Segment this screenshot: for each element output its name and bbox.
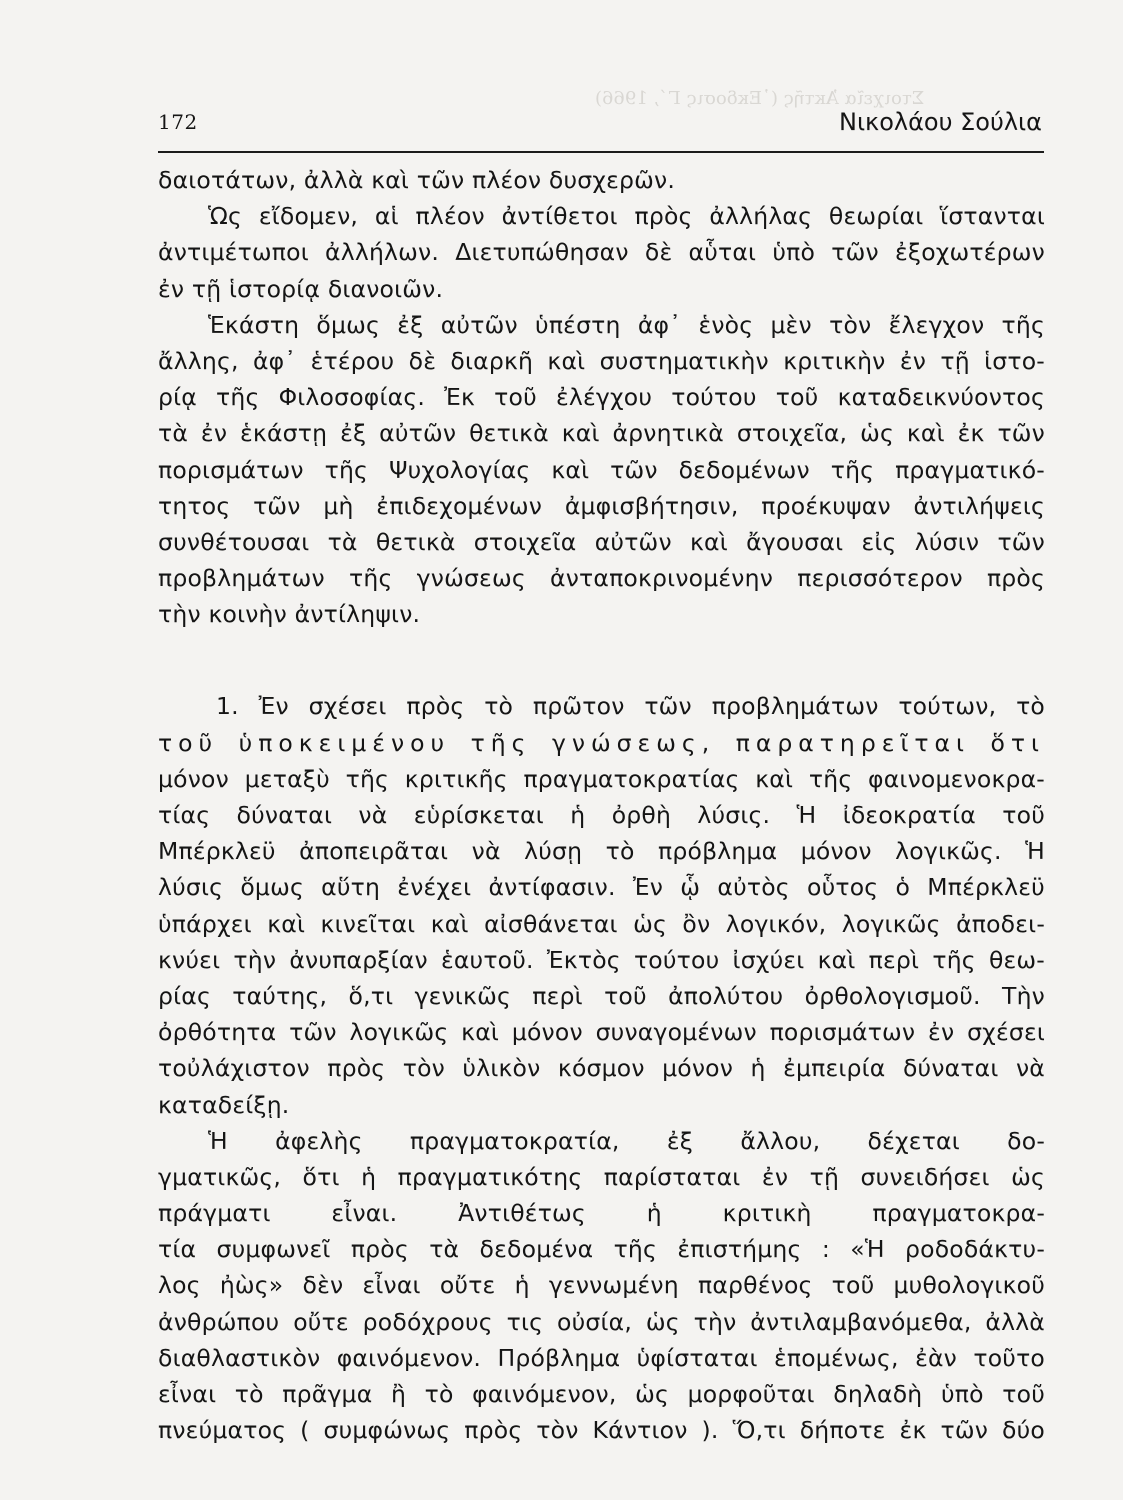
text-line: προβλημάτων τῆς γνώσεως ἀνταποκρινομένην περισσότερον πρὸς (158, 564, 1045, 593)
text-line: τὴν κοινὴν ἀντίληψιν. (158, 600, 421, 629)
text-line: τὰ ἐν ἑκάστῃ ἐξ αὐτῶν θετικὰ καὶ ἀρνητικὰ στοιχεῖα, ὡς καὶ ἐκ τῶν (158, 419, 1045, 448)
text-line: μόνον μεταξὺ τῆς κριτικῆς πραγματοκρατίας καὶ τῆς φαινομενοκρα- (158, 764, 1045, 793)
text-line: πορισμάτων τῆς Ψυχολογίας καὶ τῶν δεδομένων τῆς πραγματικό- (158, 455, 1045, 484)
text-line: ὑπάρχει καὶ κινεῖται καὶ αἰσθάνεται ὡς ὂν λογικόν, λογικῶς ἀποδει- (158, 909, 1045, 938)
text-line: γματικῶς, ὅτι ἡ πραγματικότης παρίσταται ἐν τῇ συνειδήσει ὡς (158, 1162, 1045, 1191)
header-rule (158, 151, 1044, 153)
text-line: ρίας ταύτης, ὅ,τι γενικῶς περὶ τοῦ ἀπολύτου ὀρθολογισμοῦ. Τὴν (158, 981, 1045, 1010)
text-line: Μπέρκλεϋ ἀποπειρᾶται νὰ λύσῃ τὸ πρόβλημα μόνον λογικῶς. Ἡ (158, 837, 1045, 866)
text-line: κνύει τὴν ἀνυπαρξίαν ἑαυτοῦ. Ἐκτὸς τούτου ἰσχύει καὶ περὶ τῆς θεω- (158, 945, 1045, 974)
text-line: ἐν τῇ ἱστορίᾳ διανοιῶν. (158, 274, 444, 303)
text-line: πνεύματος ( συμφώνως πρὸς τὸν Κάντιον ). Ὅ,τι δήποτε ἐκ τῶν δύο (158, 1416, 1045, 1445)
text-line: συνθέτουσαι τὰ θετικὰ στοιχεῖα αὐτῶν καὶ ἄγουσαι εἰς λύσιν τῶν (158, 527, 1045, 556)
text-line: τία συμφωνεῖ πρὸς τὰ δεδομένα τῆς ἐπιστήμης : «Ἡ ροδοδάκτυ- (158, 1235, 1045, 1264)
text-line: εἶναι τὸ πρᾶγμα ἢ τὸ φαινόμενον, ὡς μορφοῦται δηλαδὴ ὑπὸ τοῦ (158, 1380, 1045, 1408)
text-line: λος ἠὼς» δὲν εἶναι οὔτε ἡ γεννωμένη παρθένος τοῦ μυθολογικοῦ (158, 1271, 1045, 1300)
bleed-through-text: Στοιχεῖα Ἀκτῆς (᾽Εκδοσις Γ΄, 1966) (595, 88, 925, 109)
page-header (158, 108, 1042, 148)
text-line: τοῦ ὑποκειμένου τῆς γνώσεως, παρατηρεῖται ὅτι (158, 728, 1045, 757)
text-line: τίας δύναται νὰ εὑρίσκεται ἡ ὀρθὴ λύσις. Ἡ ἰδεοκρατία τοῦ (158, 801, 1045, 829)
paragraph (158, 162, 1045, 198)
text-line: λύσις ὅμως αὕτη ἐνέχει ἀντίφασιν. Ἐν ᾧ αὐτὸς οὗτος ὁ Μπέρκλεϋ (158, 873, 1045, 902)
paragraph (158, 688, 1045, 1122)
text-line: τοὐλάχιστον πρὸς τὸν ὑλικὸν κόσμον μόνον ἡ ἐμπειρία δύναται νὰ (158, 1054, 1045, 1083)
text-line: δαιοτάτων, ἀλλὰ καὶ τῶν πλέον δυσχερῶν. (158, 166, 676, 194)
text-line: ρίᾳ τῆς Φιλοσοφίας. Ἐκ τοῦ ἐλέγχου τούτου τοῦ καταδεικνύοντος (158, 383, 1045, 412)
section-gap (158, 632, 1045, 688)
text-line: Ὡς εἴδομεν, αἱ πλέον ἀντίθετοι πρὸς ἀλλήλας θεωρίαι ἵστανται (208, 202, 1045, 231)
paragraph (158, 198, 1045, 307)
text-line: καταδείξῃ. (158, 1090, 290, 1119)
text-line: τητος τῶν μὴ ἐπιδεχομένων ἀμφισβήτησιν, προέκυψαν ἀντιλήψεις (158, 491, 1045, 520)
text-line: ἄλλης, ἀφ᾽ ἑτέρου δὲ διαρκῆ καὶ συστηματικὴν κριτικὴν ἐν τῇ ἱστο- (158, 346, 1045, 375)
text-line: Ἑκάστη ὅμως ἐξ αὐτῶν ὑπέστη ἀφ᾽ ἑνὸς μὲν τὸν ἔλεγχον τῆς (208, 310, 1045, 339)
text-line: ἀνθρώπου οὔτε ροδόχρους τις οὐσία, ὡς τὴν ἀντιλαμβανόμεθα, ἀλλὰ (158, 1307, 1045, 1336)
body-text (158, 162, 1045, 1448)
text-line: ὀρθότητα τῶν λογικῶς καὶ μόνον συναγομένων πορισμάτων ἐν σχέσει (158, 1018, 1045, 1047)
paragraph (158, 307, 1045, 633)
text-line: 1. Ἐν σχέσει πρὸς τὸ πρῶτον τῶν προβλημάτων τούτων, τὸ (216, 692, 1045, 721)
running-head: Νικολάου Σούλια (838, 108, 1042, 136)
text-line: Ἡ ἀφελὴς πραγματοκρατία, ἐξ ἄλλου, δέχεται δο- (208, 1126, 1045, 1155)
paragraph (158, 1123, 1045, 1449)
text-line: διαθλαστικὸν φαινόμενον. Πρόβλημα ὑφίσταται ἑπομένως, ἐὰν τοῦτο (158, 1343, 1045, 1372)
page-number: 172 (158, 110, 198, 134)
text-line: ἀντιμέτωποι ἀλλήλων. Διετυπώθησαν δὲ αὗται ὑπὸ τῶν ἐξοχωτέρων (158, 238, 1045, 267)
text-line: πράγματι εἶναι. Ἀντιθέτως ἡ κριτικὴ πραγματοκρα- (158, 1199, 1045, 1228)
